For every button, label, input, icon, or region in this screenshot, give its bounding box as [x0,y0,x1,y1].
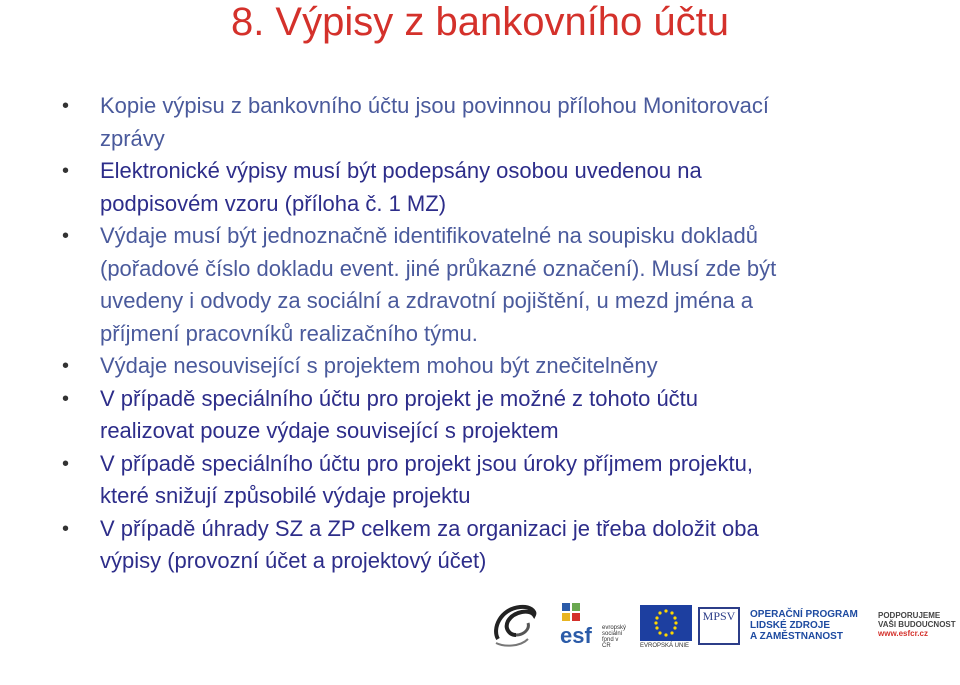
bullet-item: • V případě úhrady SZ a ZP celkem za organizaci je třeba doložit oba výpisy (provozní účet a projektový účet) [60,513,940,578]
svg-text:esf: esf [560,623,592,648]
footer-logos [480,595,956,675]
esfcr-text [878,611,958,638]
eu-caption: EVROPSKÁ UNIE [640,643,690,649]
op-program-text [750,609,880,642]
op-line: OPERAČNÍ PROGRAM [750,609,858,620]
mpsv-label: MPSV [702,609,736,623]
bullet-item: • V případě speciálního účtu pro projekt jsou úroky příjmem projektu, které snižují způsobilé výdaje projektu [60,448,940,513]
esfcr-line: PODPORUJEME [878,611,941,620]
bullet-item: • Kopie výpisu z bankovního účtu jsou povinnou přílohou Monitorovací zprávy [60,90,940,155]
esfcr-line: VAŠI BUDOUCNOST [878,620,956,629]
eu-flag-icon [640,605,692,641]
esf-caption: fond v ČR [602,637,619,649]
esfcr-url: www.esfcr.cz [878,629,928,638]
slide-title: 8. Výpisy z bankovního účtu [230,0,730,44]
bullet-item: • Výdaje nesouvisející s projektem mohou být znečitelněny [60,350,940,383]
esf-caption: evropský [602,625,627,631]
bullet-item: • Elektronické výpisy musí být podepsány osobou uvedenou na podpisovém vzoru (příloha č. 1 MZ) [60,155,940,220]
bullet-item: • V případě speciálního účtu pro projekt je možné z tohoto účtu realizovat pouze výdaje související s projektem [60,383,940,448]
bullet-item: • Výdaje musí být jednoznačně identifikovatelné na soupisku dokladů (pořadové číslo dokladu event. jiné průkazné označení). Musí zde být uvedeny i odvody za sociální a zdravotní pojištění, u mezd jména a příjmení pracovníků realizačního týmu. [60,220,940,350]
esf-caption: sociální [602,631,623,637]
mpsv-logo-icon [698,607,740,645]
swirl-logo-icon [490,599,542,649]
op-line: LIDSKÉ ZDROJE [750,620,831,631]
op-line: A ZAMĚSTNANOST [750,631,843,642]
bullet-list [60,90,940,578]
esf-logo-icon [558,601,628,649]
